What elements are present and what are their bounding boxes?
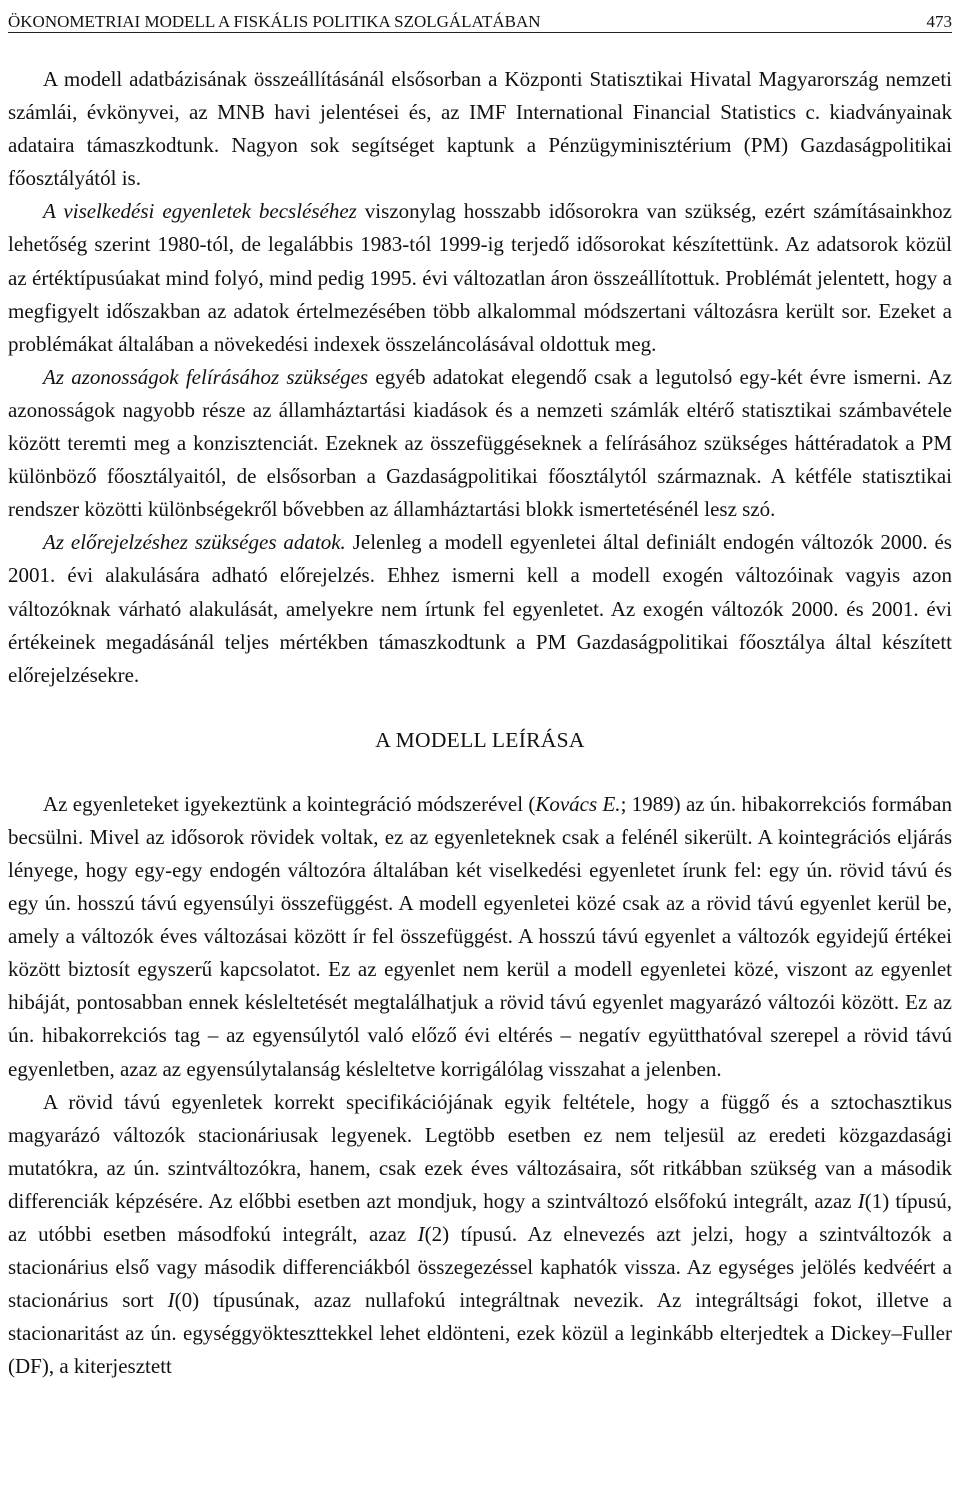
paragraph-behavioral-equations: A viselkedési egyenletek becsléséhez viszonylag hosszabb idősorokra van szükség, ezért számításainkhoz lehetőség szerint 1980-tól, de legalábbis 1983-tól 1999-ig terjedő idősorokat készítettünk. Az adatsorok közül az értéktípusúakat mind folyó, mind pedig 1995. évi változatlan áron összeállítottuk. Problémát jelentett, hogy a megfigyelt időszakban az adatok értelmezésében több alkalommal módszertani változásra került sor. Ezeket a problémákat általában a növekedési indexek összeláncolásával oldottuk meg.: [8, 199, 952, 356]
paragraph-stationarity: A rövid távú egyenletek korrekt specifikációjának egyik feltétele, hogy a függő és a sztochasztikus magyarázó változók stacionáriusak legyenek. Legtöbb esetben ez nem teljesül az eredeti közgazdasági mutatókra, az ún. szintváltozókra, hanem, csak ezek éves változásaira, sőt ritkábban szükség van a második differenciák képzésére. Az előbbi esetben azt mondjuk, hogy a szintváltozó elsőfokú integrált, azaz I(1) típusú, az utóbbi esetben másodfokú integrált, azaz I(2) típusú. Az elnevezés azt jelzi, hogy a szintváltozók a stacionárius első vagy második differenciákból összegezéssel kaphatók vissza. Az egységes jelölés kedvéért a stacionárius sort I(0) típusúnak, azaz nullafokú integráltnak nevezik. Az integráltsági fokot, illetve a stacionaritást az ún. egységgyökteszttekkel lehet eldönteni, ezek közül a leginkább elterjedtek a Dickey–Fuller (DF), a kiterjesztett: [8, 1089, 953, 1379]
header-title: ÖKONOMETRIAI MODELL A FISKÁLIS POLITIKA SZOLGÁLATÁBAN: [8, 12, 541, 31]
page-number: 473: [926, 12, 952, 31]
italic-lead: Az előrejelzéshez szükséges adatok.: [43, 530, 346, 555]
paragraph-forecast-data: Az előrejelzéshez szükséges adatok. Jelenleg a modell egyenletei által definiált endogén változók 2000. és 2001. évi alakulására adható előrejelzés. Ehhez ismerni kell a modell exogén változóinak vagyis azon változóknak várható alakulását, amelyekre nem írtunk fel egyenletet. Az exogén változók 2000. és 2001. évi értékeinek megadásánál teljes mértékben támaszkodtunk a PM Gazdaságpolitikai főosztálya által készített előrejelzésekre.: [8, 530, 952, 687]
paragraph-cointegration: Az egyenleteket igyekeztünk a kointegráció módszerével (Kovács E.; 1989) az ún. hibakorrekciós formában becsülni. Mivel az idősorok rövidek voltak, ez az egyenleteknek csak a felénél sikerült. A kointegrációs eljárás lényege, hogy egy-egy endogén változóra általában két viselkedési egyenletet írunk fel: egy ún. rövid távú és egy ún. hosszú távú egyensúlyi összefüggést. A modell egyenletei közé csak az a rövid távú egyenlet kerül be, amely a változók éves változásai között ír fel összefüggést. A hosszú távú egyenlet a változók egyidejű értékei között biztosít egyszerű kapcsolatot. Ez az egyenlet nem kerül a modell egyenletei közé, viszont az egyenlet hibáját, pontosabban ennek késleltetését megtalálhatjuk a rövid távú egyenlet magyarázó változói között. Ez az ún. hibakorrekciós tag – az egyensúlytól való előző évi eltérés – negatív együtthatóval szerepel a rövid távú egyenletben, azaz az egyensúlytalanság késleltetve korrigálólag visszahat a jelenben.: [8, 791, 952, 1081]
body-text: [8, 63, 952, 1383]
italic-lead: A viselkedési egyenletek becsléséhez: [43, 199, 357, 224]
citation-author: Kovács E.: [535, 791, 621, 816]
italic-lead: Az azonosságok felírásához szükséges: [43, 364, 369, 389]
running-header: [8, 0, 952, 33]
paragraph-identities: Az azonosságok felírásához szükséges egyéb adatokat elegendő csak a legutolsó egy-két évre ismerni. Az azonosságok nagyobb része az államháztartási kiadások és a nemzeti számlák eltérő statisztikai számbavétele között teremti meg a konzisztenciát. Ezeknek az összefüggéseknek a felírásához szükséges háttéradatok a PM különböző főosztályaitól, de elsősorban a Gazdaságpolitikai főosztálytól származnak. A kétféle statisztikai rendszer közötti különbségekről bővebben az államháztartási blokk ismertetésénél lesz szó.: [8, 364, 952, 522]
section-title: A MODELL LEÍRÁSA: [375, 727, 585, 752]
paragraph-data-sources: A modell adatbázisának összeállításánál elsősorban a Központi Statisztikai Hivatal Magyarország nemzeti számlái, évkönyvei, az MNB havi jelentései és, az IMF International Financial Statistics c. kiadványainak adataira támaszkodtunk. Nagyon sok segítséget kaptunk a Pénzügyminisztérium (PM) Gazdaságpolitikai főosztályától is.: [8, 67, 952, 191]
